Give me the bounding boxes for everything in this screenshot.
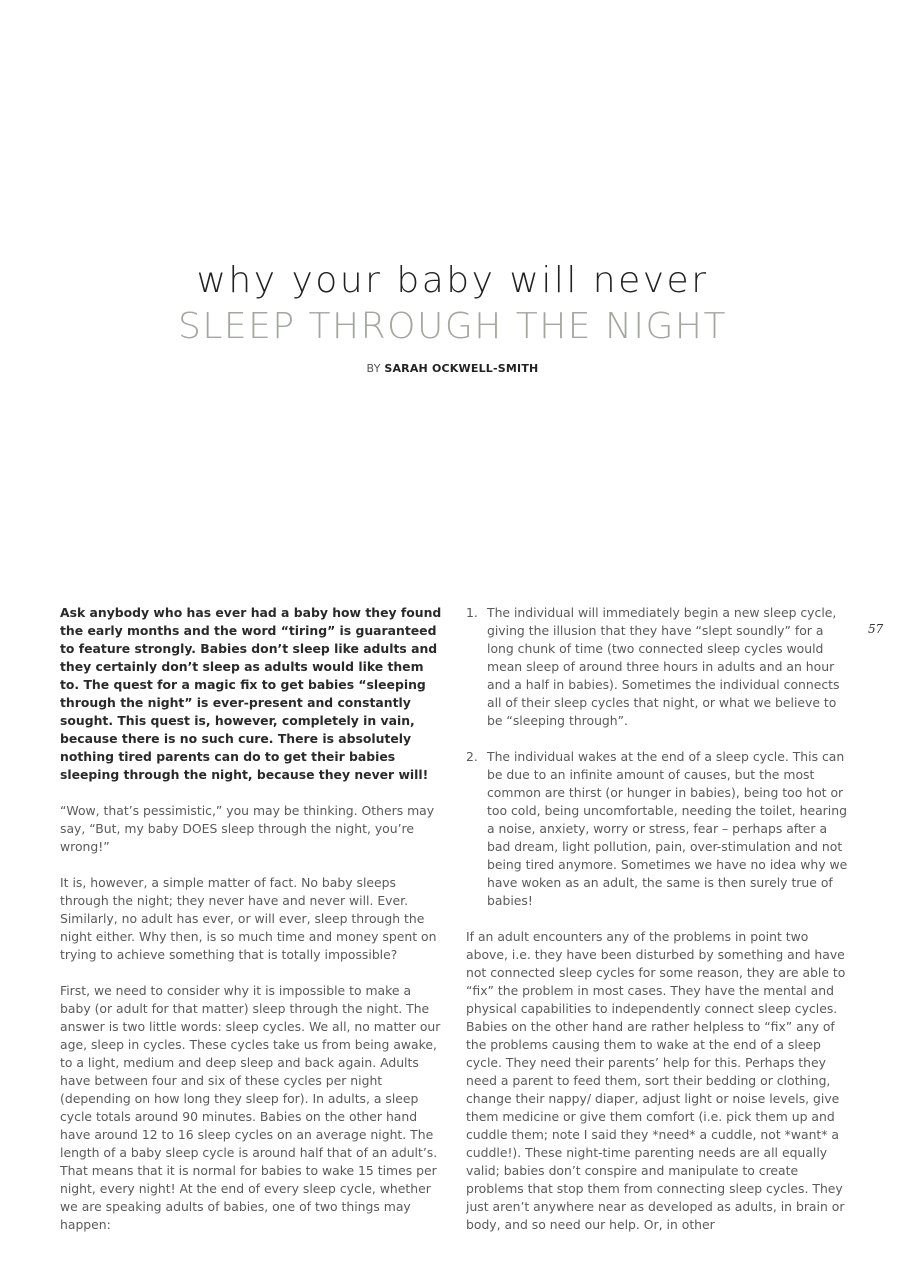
title-line-1: why your baby will never bbox=[196, 260, 709, 301]
page-number: 57 bbox=[868, 622, 884, 636]
byline-prefix: BY bbox=[366, 362, 381, 375]
list-item bbox=[466, 604, 850, 730]
list-item-number: 1. bbox=[466, 605, 478, 620]
left-column bbox=[60, 604, 442, 1252]
list-item-text: The individual will immediately begin a new sleep cycle, giving the illusion that they have “slept soundly” for a long chunk of time (two connected sleep cycles would mean sleep of around three hours in adults and an hour and a half in babies). Sometimes the individual connects all of their sleep cycles that night, or what we believe to be “sleeping through”. bbox=[487, 605, 840, 728]
byline bbox=[0, 362, 905, 375]
closing-paragraph: If an adult encounters any of the problems in point two above, i.e. they have been disturbed by something and have not connected sleep cycles for some reason, they are able to “fix” the problem in most cases. They have the mental and physical capabilities to independently connect sleep cycles. Babies on the other hand are rather helpless to “fix” any of the problems causing them to wake at the end of a sleep cycle. They need their parents’ help for this. Perhaps they need a parent to feed them, sort their bedding or clothing, change their nappy/ diaper, adjust light or noise levels, give them medicine or give them comfort (i.e. pick them up and cuddle them; note I said they *need* a cuddle, not *want* a cuddle!). These night-time parenting needs are all equally valid; babies don’t conspire and manipulate to create problems that stop them from connecting sleep cycles. They just aren’t anywhere near as developed as adults, in brain or body, and so need our help. Or, in other bbox=[466, 929, 846, 1232]
body-paragraph: “Wow, that’s pessimistic,” you may be thinking. Others may say, “But, my baby DOES sleep through the night, you’re wrong!” bbox=[60, 803, 435, 854]
lead-paragraph: Ask anybody who has ever had a baby how they found the early months and the word “tiring” is guaranteed to feature strongly. Babies don’t sleep like adults and they certainly don’t sleep as adults would like them to. The quest for a magic fix to get babies “sleeping through the night” is ever-present and constantly sought. This quest is, however, completely in vain, because there is no such cure. There is absolutely nothing tired parents can do to get their babies sleeping through the night, because they never will! bbox=[60, 605, 442, 782]
title-block bbox=[0, 258, 905, 375]
body-paragraph: It is, however, a simple matter of fact. No baby sleeps through the night; they never have and never will. Ever. Similarly, no adult has ever, or will ever, sleep through the night either. Why then, is so much time and money spent on trying to achieve something that is totally impossible? bbox=[60, 875, 437, 962]
numbered-list bbox=[466, 604, 850, 910]
author-name: SARAH OCKWELL-SMITH bbox=[384, 362, 539, 375]
body-paragraph: First, we need to consider why it is impossible to make a baby (or adult for that matter) sleep through the night. The answer is two little words: sleep cycles. We all, no matter our age, sleep in cycles. These cycles take us from being awake, to a light, medium and deep sleep and back again. Adults have between four and six of these cycles per night (depending on how long they sleep for). In adults, a sleep cycle totals around 90 minutes. Babies on the other hand have around 12 to 16 sleep cycles on an average night. The length of a baby sleep cycle is around half that of an adult’s. That means that it is normal for babies to wake 15 times per night, every night! At the end of every sleep cycle, whether we are speaking adults of babies, one of two things may happen: bbox=[60, 983, 441, 1232]
list-item-text: The individual wakes at the end of a sleep cycle. This can be due to an infinite amount of causes, but the most common are thirst (or hunger in babies), being too hot or too cold, being uncomfortable, needing the toilet, hearing a noise, anxiety, worry or stress, fear – perhaps after a bad dream, light pollution, pain, over-stimulation and not being tired anymore. Sometimes we have no idea why we have woken as an adult, the same is then surely true of babies! bbox=[487, 749, 848, 908]
list-item bbox=[466, 748, 850, 910]
list-item-number: 2. bbox=[466, 749, 478, 764]
title-line-2: SLEEP THROUGH THE NIGHT bbox=[178, 306, 727, 347]
right-column bbox=[466, 604, 850, 1252]
